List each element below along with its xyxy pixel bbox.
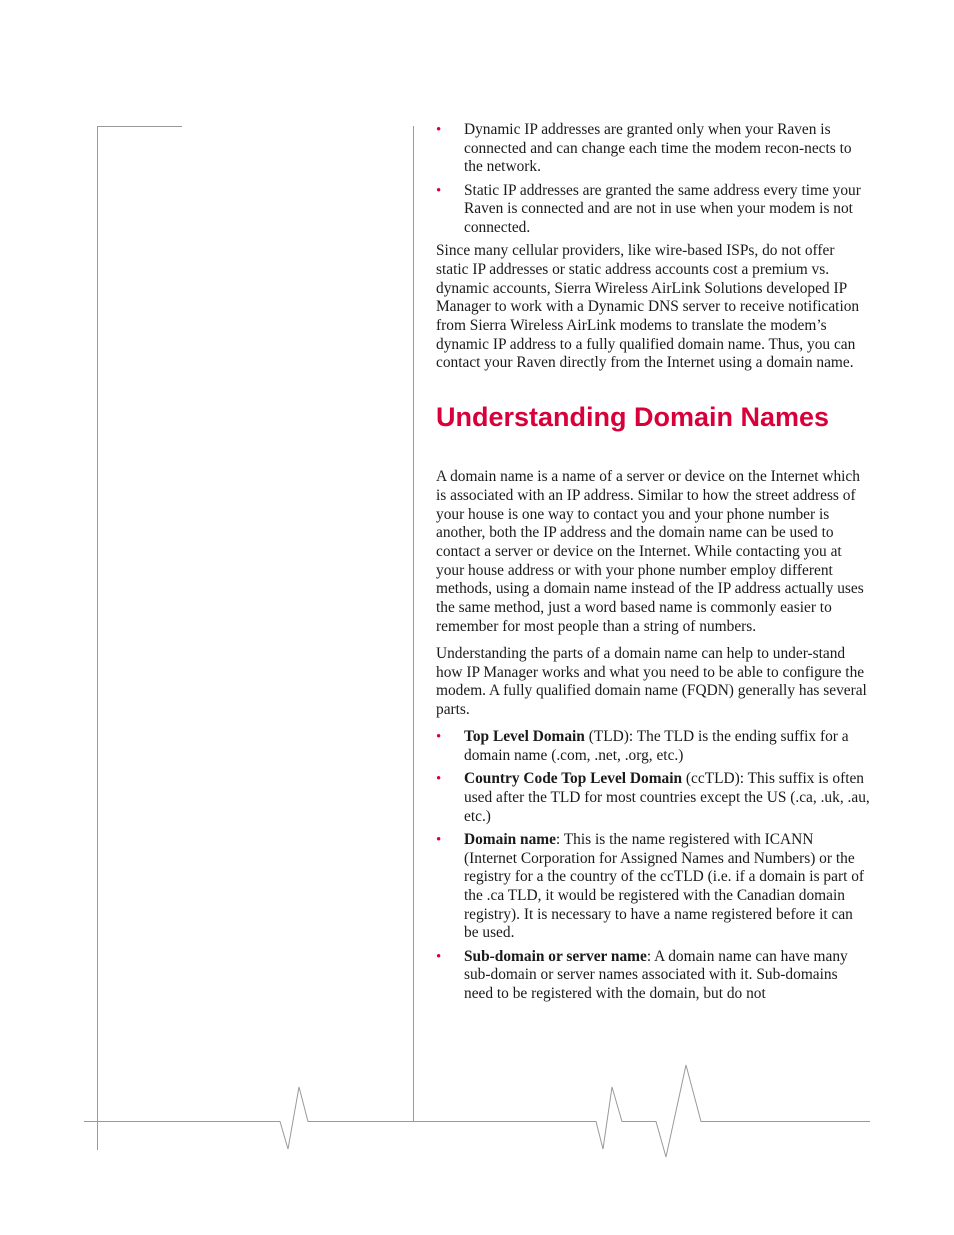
bullet-text: : A domain name can have many sub-domain or server names associated with it. Sub-domains need to be registered with the domain, but do not [464, 947, 848, 1002]
bullet-dynamic-ip [436, 121, 870, 177]
bullet-text: : This is the name registered with ICANN (Internet Corporation for Assigned Names and Numbers) or the registry for a the country of the ccTLD (i.e. if a domain is part of the .ca TLD, it would be registered with the Canadian domain registry). It is necessary to have a name registered before it can be used. [464, 830, 865, 942]
domain-parts-bullets [436, 728, 870, 1003]
bullet-domain-name [436, 831, 870, 943]
bullet-tld [436, 728, 870, 765]
bullet-static-ip [436, 182, 870, 238]
bullet-marker: • [436, 182, 442, 199]
section-title: Understanding Domain Names [436, 402, 830, 433]
bullet-marker: • [436, 831, 442, 848]
bullet-marker: • [436, 729, 442, 746]
bullet-cctld [436, 770, 870, 826]
page-content [436, 121, 870, 1008]
paragraph-domain-definition: A domain name is a name of a server or device on the Internet which is associated with an IP address. Similar to how the street address of your house is one way to contact you and your phone number is another, both the IP address and the domain name can be used to contact a server or device on the Internet. While contacting you at your house address or with your phone number employ different methods, using a domain name instead of the IP address actually uses the same method, just a word based name is commonly easier to remember for most people than a string of numbers. [436, 468, 864, 635]
bullet-text: Static IP addresses are granted the same address every time your Raven is connected and are not in use when your modem is not connected. [464, 181, 861, 237]
paragraph-isp: Since many cellular providers, like wire-based ISPs, do not offer static IP addresses or static address accounts cost a premium vs. dynamic accounts, Sierra Wireless AirLink Solutions developed IP Manager to work with a Dynamic DNS server to receive notification from Sierra Wireless AirLink modems to translate the modem’s dynamic IP address to a fully qualified domain name. Thus, you can contact your Raven directly from the Internet using a domain name. [436, 242, 860, 372]
bullet-term: Sub-domain or server name [464, 947, 647, 965]
footer-waveform [84, 1065, 870, 1157]
bullet-marker: • [436, 948, 442, 965]
paragraph-domain-parts: Understanding the parts of a domain name can help to under-stand how IP Manager works and what you need to be able to configure the modem. A fully qualified domain name (FQDN) generally has several parts. [436, 644, 867, 719]
bullet-marker: • [436, 771, 442, 788]
bullet-sub-domain [436, 948, 870, 1004]
ip-address-bullets [436, 121, 870, 238]
bullet-text: Dynamic IP addresses are granted only when your Raven is connected and can change each time the modem recon-nects to the network. [464, 121, 852, 176]
bullet-term: Domain name [464, 830, 556, 848]
bullet-text: (TLD): The TLD is the ending suffix for a domain name (.com, .net, .org, etc.) [464, 728, 849, 764]
bullet-text: (ccTLD): This suffix is often used after the TLD for most countries except the US (.ca, .uk, .au, etc.) [464, 770, 870, 825]
bullet-term: Top Level Domain [464, 728, 585, 746]
bullet-marker: • [436, 122, 442, 138]
bullet-term: Country Code Top Level Domain [464, 770, 683, 788]
